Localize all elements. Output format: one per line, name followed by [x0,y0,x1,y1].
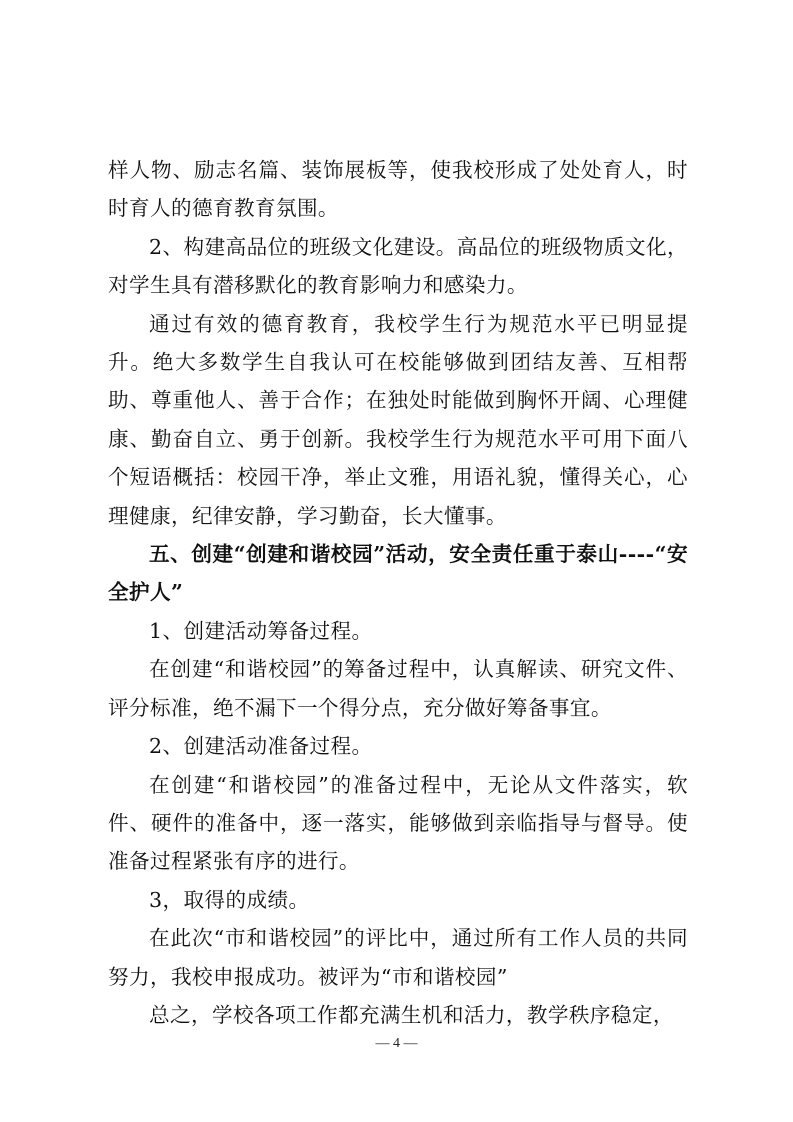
paragraph-summary: 总之，学校各项工作都充满生机和活力，教学秩序稳定， [149,1002,674,1027]
document-body [108,151,688,1034]
subheading-achievements: 3，取得的成绩。 [149,887,310,912]
page-number: — 4 — [375,1036,418,1051]
subheading-preparation-planning: 1、创建活动筹备过程。 [149,618,373,643]
subheading-preparation-process: 2、创建活动准备过程。 [149,734,373,759]
paragraph-class-culture: 2、构建高品位的班级文化建设。高品位的班级物质文化，对学生具有潜移默化的教育影响力和感染力。 [108,234,688,298]
paragraph-preparation-planning: 在创建“和谐校园”的筹备过程中，认真解读、研究文件、评分标准，绝不漏下一个得分点，充分做好筹备事宜。 [108,657,688,720]
paragraph-behavior-norms: 通过有效的德育教育，我校学生行为规范水平已明显提升。绝大多数学生自我认可在校能够做到团结友善、互相帮助、尊重他人、善于合作；在独处时能做到胸怀开阔、心理健康、勤奋自立、勇于创新。我校学生行为规范水平可用下面八个短语概括：校园干净，举止文雅，用语礼貌，懂得关心，心理健康，纪律安静，学习勤奋，长大懂事。 [108,311,688,528]
paragraph-moral-atmosphere: 样人物、励志名篇、装饰展板等，使我校形成了处处育人，时时育人的德育教育氛围。 [108,158,688,221]
paragraph-preparation-process: 在创建“和谐校园”的准备过程中，无论从文件落实，软件、硬件的准备中，逐一落实，能够做到亲临指导与督导。使准备过程紧张有序的进行。 [108,772,688,874]
paragraph-achievements: 在此次“市和谐校园”的评比中，通过所有工作人员的共同努力，我校申报成功。被评为“市和谐校园” [108,926,688,989]
section-heading-harmonious-campus: 五、创建“创建和谐校园”活动，安全责任重于泰山----“安全护人” [108,542,688,605]
